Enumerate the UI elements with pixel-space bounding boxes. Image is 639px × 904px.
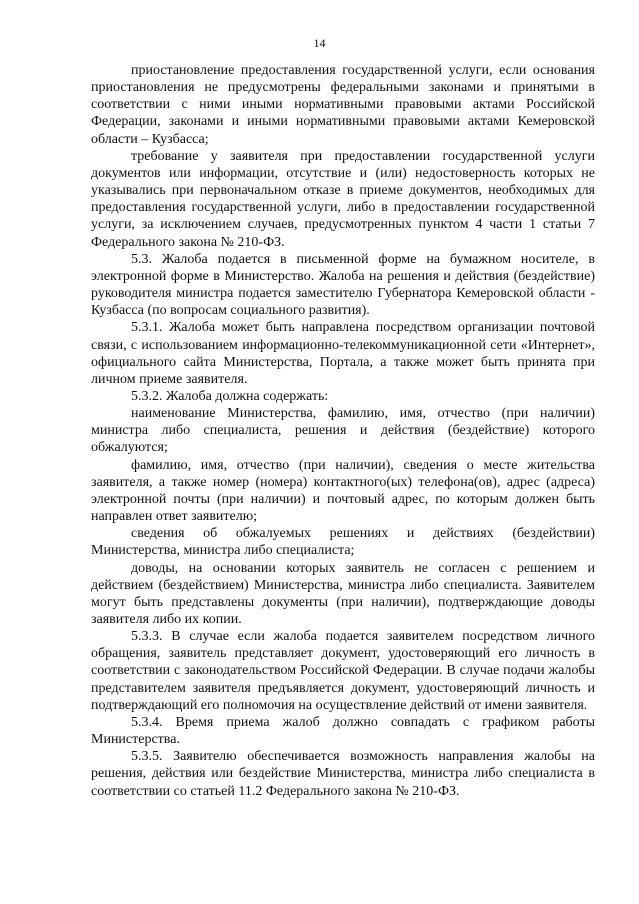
paragraph: 5.3.2. Жалоба должна содержать: bbox=[131, 388, 329, 404]
paragraph: 5.3.3. В случае если жалоба подается заявителем посредством личного обращения, заявитель представляет документ, удостоверяющий его личность в соответствии с законодательством Российской Федерации. В случае подачи жалобы представителем заявителя предъявляется документ, удостоверяющий личность и подтверждающий его полномочия на осуществление действий от имени заявителя. bbox=[91, 629, 595, 713]
paragraph: 5.3.4. Время приема жалоб должно совпадать с графиком работы Министерства. bbox=[91, 714, 595, 748]
paragraph: сведения об обжалуемых решениях и действиях (бездействии) Министерства, министра либо специалиста; bbox=[91, 526, 595, 559]
document-body bbox=[91, 62, 595, 800]
paragraph: требование у заявителя при предоставлении государственной услуги документов или информации, отсутствие и (или) недостоверность которых не указывались при первоначальном отказе в приеме документов, необходимых для предоставления государственной услуги, либо в предоставлении государственной услуги, за исключением случаев, предусмотренных пунктом 4 части 1 статьи 7 Федерального закона № 210-ФЗ. bbox=[91, 148, 595, 250]
paragraph: 5.3. Жалоба подается в письменной форме на бумажном носителе, в электронной форме в Министерство. Жалоба на решения и действия (бездействие) руководителя министра подается заместителю Губернатора Кемеровской области - Кузбасса (по вопросам социального развития). bbox=[91, 251, 595, 319]
paragraph: приостановление предоставления государственной услуги, если основания приостановления не предусмотрены федеральными законами и принятыми в соответствии с ними иными нормативными правовыми актами Российской Федерации, законами и иными нормативными правовыми актами Кемеровской области – Кузбасса; bbox=[91, 63, 595, 147]
paragraph: 5.3.5. Заявителю обеспечивается возможность направления жалобы на решения, действия или бездействие Министерства, министра либо специалиста в соответствии со статьей 11.2 Федерального закона № 210-ФЗ. bbox=[91, 749, 595, 799]
page-number: 14 bbox=[313, 36, 326, 50]
paragraph: 5.3.1. Жалоба может быть направлена посредством организации почтовой связи, с использованием информационно-телекоммуникационной сети «Интернет», официального сайта Министерства, Портала, а также может быть принята при личном приеме заявителя. bbox=[91, 320, 595, 387]
paragraph: наименование Министерства, фамилию, имя, отчество (при наличии) министра либо специалиста, решения и действия (бездействие) которого обжалуются; bbox=[91, 406, 595, 456]
paragraph: фамилию, имя, отчество (при наличии), сведения о месте жительства заявителя, а также номер (номера) контактного(ых) телефона(ов), адрес (адреса) электронной почты (при наличии) и почтовый адрес, по которым должен быть направлен ответ заявителю; bbox=[91, 457, 595, 525]
paragraph: доводы, на основании которых заявитель не согласен с решением и действием (бездействием) Министерства, министра либо специалиста. Заявителем могут быть представлены документы (при наличии), подтверждающие доводы заявителя либо их копии. bbox=[91, 560, 595, 627]
